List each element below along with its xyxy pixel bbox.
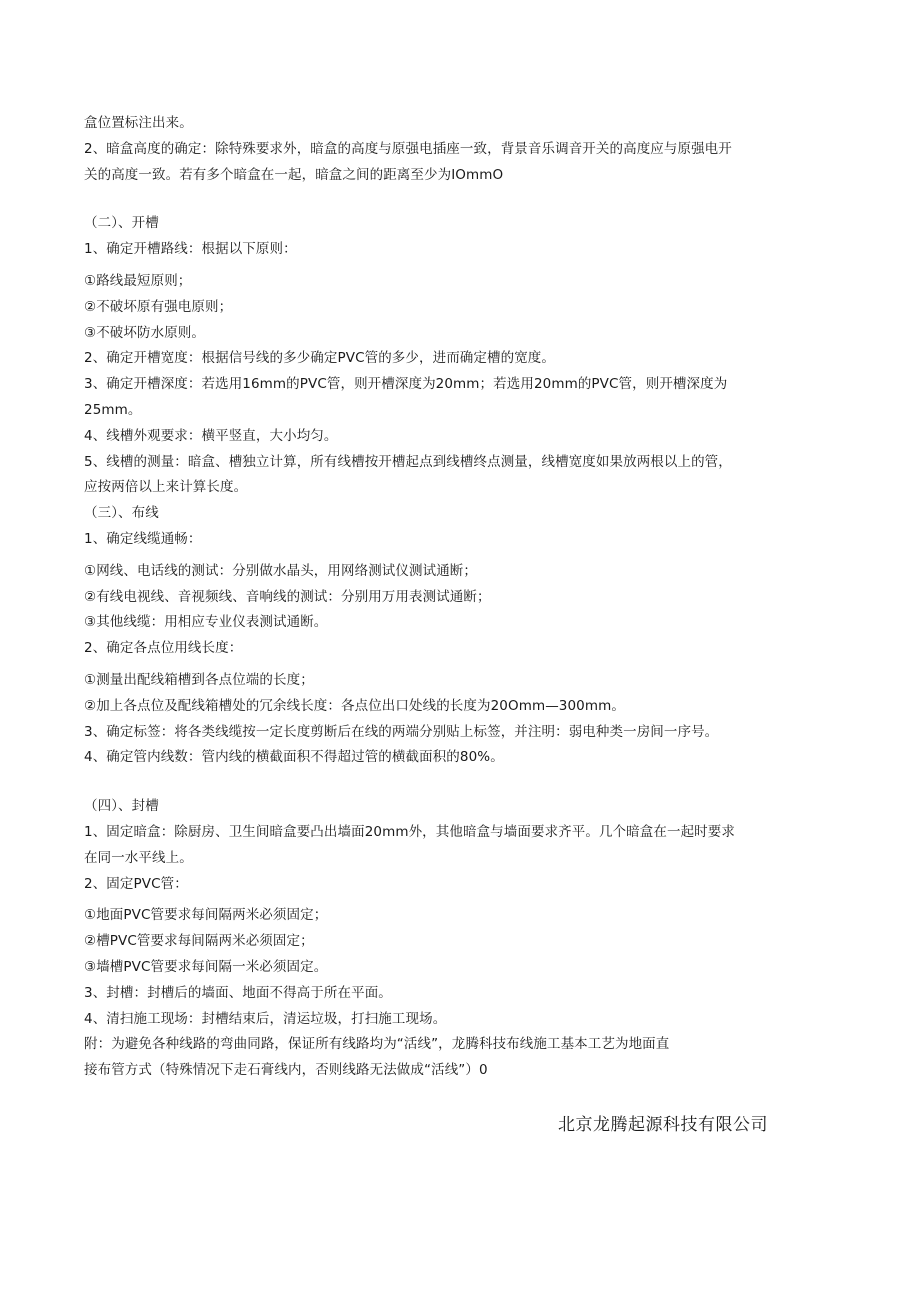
text-line: ②槽PVC管要求每间隔两米必须固定； bbox=[84, 933, 314, 950]
text-line: ③墙槽PVC管要求每间隔一米必须固定。 bbox=[84, 958, 328, 975]
text-line: 5、线槽的测量：暗盒、槽独立计算，所有线槽按开槽起点到线槽终点测量，线槽宽度如果放两根以上的管， bbox=[84, 453, 732, 470]
text-line: ①网线、电话线的测试：分别做水晶头，用网络测试仪测试通断； bbox=[84, 562, 478, 579]
section-heading: （四）、封槽 bbox=[84, 798, 159, 815]
text-line: 2、暗盒高度的确定：除特殊要求外，暗盒的高度与原强电插座一致，背景音乐调音开关的高度应与原强电开 bbox=[84, 140, 732, 157]
text-line: 4、清扫施工现场：封槽结束后，清运垃圾，打扫施工现场。 bbox=[84, 1010, 447, 1027]
spacer bbox=[84, 771, 824, 794]
section-heading: （二）、开槽 bbox=[84, 215, 159, 232]
text-line: 接布管方式（特殊情况下走石膏线内，否则线路无法做成“活线”）0 bbox=[84, 1062, 488, 1079]
text-line: ③不破坏防水原则。 bbox=[84, 324, 206, 341]
text-line: ②加上各点位及配线箱槽处的冗余线长度：各点位出口处线的长度为20Omm—300mm。 bbox=[84, 697, 625, 714]
document-body bbox=[84, 111, 824, 1084]
text-line: 2、确定各点位用线长度： bbox=[84, 640, 243, 657]
text-line: 1、固定暗盒：除厨房、卫生间暗盒要凸出墙面20mm外，其他暗盒与墙面要求齐平。几个暗盒在一起时要求 bbox=[84, 823, 735, 840]
text-line: 4、线槽外观要求：横平竖直，大小均匀。 bbox=[84, 427, 338, 444]
text-line: ①路线最短原则； bbox=[84, 272, 192, 289]
text-line: 2、固定PVC管： bbox=[84, 875, 188, 892]
spacer bbox=[84, 188, 824, 211]
text-line: 盒位置标注出来。 bbox=[84, 115, 193, 131]
section-heading: （三）、布线 bbox=[84, 505, 159, 522]
text-line: 附：为避免各种线路的弯曲同路，保证所有线路均为“活线”，龙腾科技布线施工基本工艺为地面直 bbox=[84, 1036, 670, 1053]
text-line: 1、确定开槽路线：根据以下原则： bbox=[84, 241, 297, 258]
text-line: 25mm。 bbox=[84, 401, 142, 418]
text-line: 关的高度一致。若有多个暗盒在一起，暗盒之间的距离至少为IOmmO bbox=[84, 166, 504, 183]
text-line: 3、封槽：封槽后的墙面、地面不得高于所在平面。 bbox=[84, 984, 392, 1001]
text-line: 4、确定管内线数：管内线的横截面积不得超过管的横截面积的80%。 bbox=[84, 749, 504, 766]
text-line: ②有线电视线、音视频线、音响线的测试：分别用万用表测试通断； bbox=[84, 588, 491, 605]
text-line: ①测量出配线箱槽到各点位端的长度； bbox=[84, 671, 314, 688]
text-line: 2、确定开槽宽度：根据信号线的多少确定PVC管的多少，进而确定槽的宽度。 bbox=[84, 350, 555, 367]
text-line: ①地面PVC管要求每间隔两米必须固定； bbox=[84, 907, 328, 924]
text-line: ②不破坏原有强电原则； bbox=[84, 298, 233, 315]
company-signature: 北京龙腾起源科技有限公司 bbox=[558, 1115, 768, 1135]
text-line: 3、确定标签：将各类线缆按一定长度剪断后在线的两端分别贴上标签，并注明：弱电种类一房间一序号。 bbox=[84, 723, 719, 740]
text-line: 1、确定线缆通畅： bbox=[84, 530, 202, 547]
text-line: 应按两倍以上来计算长度。 bbox=[84, 479, 248, 496]
text-line: ③其他线缆：用相应专业仪表测试通断。 bbox=[84, 614, 328, 631]
text-line: 3、确定开槽深度：若选用16mm的PVC管，则开槽深度为20mm；若选用20mm的PVC管，则开槽深度为 bbox=[84, 376, 728, 393]
text-line: 在同一水平线上。 bbox=[84, 849, 193, 866]
